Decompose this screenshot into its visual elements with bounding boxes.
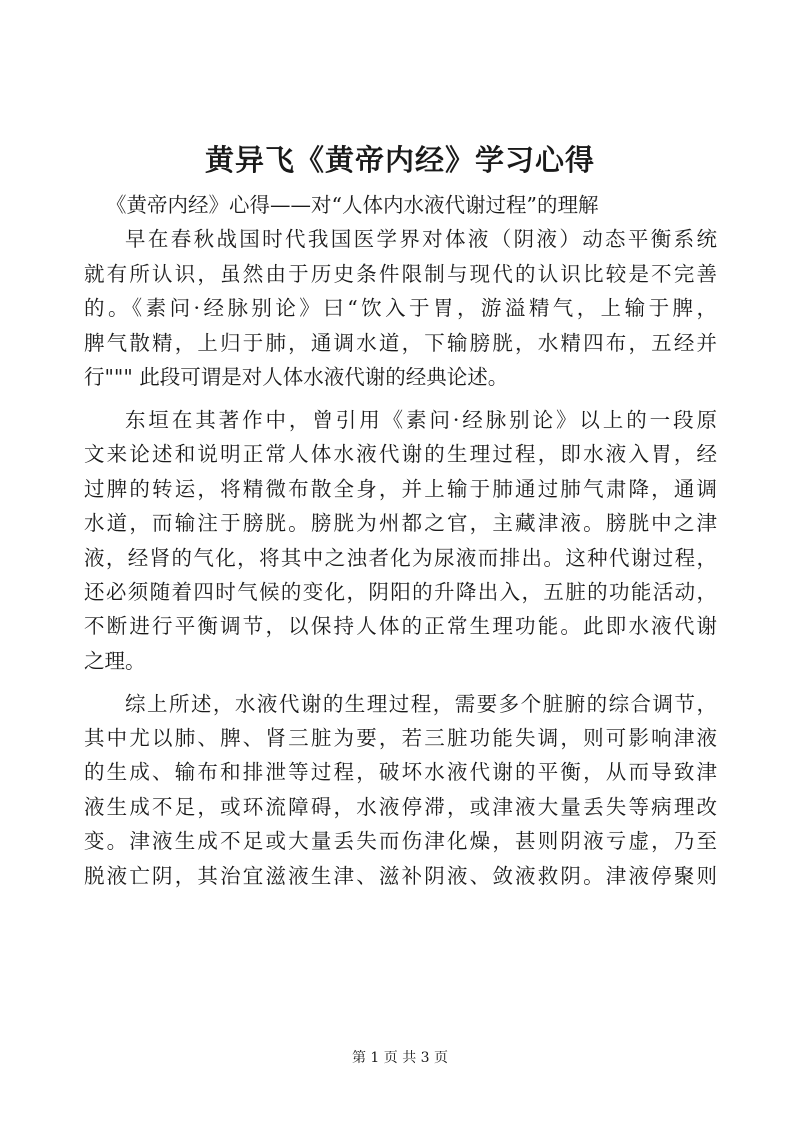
paragraph-line: 脱液亡阴，其治宜滋液生津、滋补阴液、敛液救阴。津液停聚则 xyxy=(84,863,717,888)
paragraph-line: 行""" 此段可谓是对人体水液代谢的经典论述。 xyxy=(84,364,509,389)
paragraph-line: 液生成不足，或环流障碍，水液停滞，或津液大量丢失等病理改 xyxy=(84,794,717,819)
paragraph-1 xyxy=(84,222,717,394)
paragraph-line: 的。《素问·经脉别论》曰“饮入于胃，游溢精气，上输于脾， xyxy=(84,296,717,321)
document-body xyxy=(84,188,717,893)
page-title: 黄异飞《黄帝内经》学习心得 xyxy=(204,143,595,177)
paragraph-line: 脾气散精，上归于肺，通调水道，下输膀胱，水精四布，五经并 xyxy=(84,330,717,355)
paragraph-line: 文来论述和说明正常人体水液代谢的生理过程，即水液入胃，经 xyxy=(84,442,717,467)
paragraph-line: 综上所述，水液代谢的生理过程，需要多个脏腑的综合调节， xyxy=(125,691,717,716)
paragraph-line: 水道，而输注于膀胱。膀胱为州都之官，主藏津液。膀胱中之津 xyxy=(84,511,717,536)
paragraph-line: 就有所认识，虽然由于历史条件限制与现代的认识比较是不完善 xyxy=(84,261,717,286)
page-footer: 第 1 页 共 3 页 xyxy=(351,1050,449,1066)
paragraph-3 xyxy=(84,687,717,893)
paragraph-line: 还必须随着四时气候的变化，阴阳的升降出入，五脏的功能活动， xyxy=(84,579,717,604)
paragraph-2 xyxy=(84,403,717,678)
paragraph-line: 过脾的转运，将精微布散全身，并上输于肺通过肺气肃降，通调 xyxy=(84,476,717,501)
paragraph-line: 早在春秋战国时代我国医学界对体液（阴液）动态平衡系统 xyxy=(125,227,717,252)
subtitle: 《黄帝内经》心得——对“人体内水液代谢过程”的理解 xyxy=(106,193,599,217)
paragraph-line: 其中尤以肺、脾、肾三脏为要，若三脏功能失调，则可影响津液 xyxy=(84,726,717,751)
paragraph-line: 变。津液生成不足或大量丢失而伤津化燥，甚则阴液亏虚，乃至 xyxy=(84,829,717,854)
paragraph-line: 东垣在其著作中，曾引用《素问·经脉别论》以上的一段原 xyxy=(125,407,717,432)
paragraph-line: 之理。 xyxy=(84,648,146,673)
paragraph-line: 液，经肾的气化，将其中之浊者化为尿液而排出。这种代谢过程， xyxy=(84,545,717,570)
paragraph-line: 不断进行平衡调节，以保持人体的正常生理功能。此即水液代谢 xyxy=(84,614,717,639)
paragraph-line: 的生成、输布和排泄等过程，破坏水液代谢的平衡，从而导致津 xyxy=(84,760,717,785)
